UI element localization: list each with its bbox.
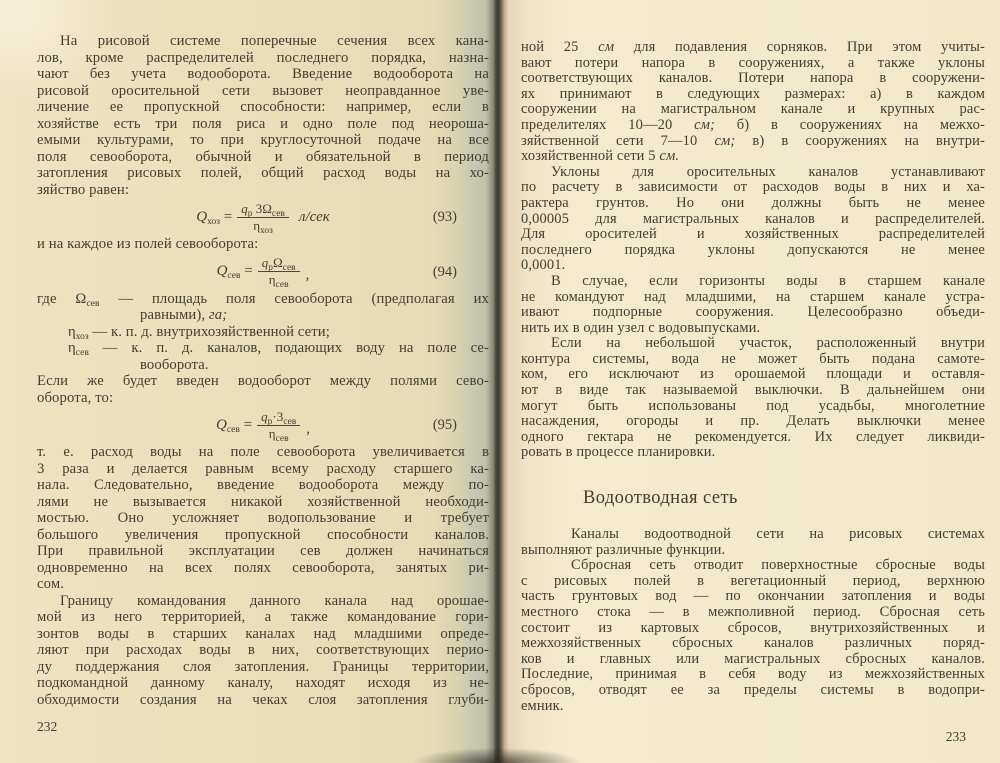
text-line: ков и главных или магистральных сбросных каналов. (521, 650, 985, 667)
text-line: равными), га; (140, 307, 228, 323)
paragraph (521, 165, 985, 274)
text-line: зонтов воды в старших каналах над младшими опреде- (37, 625, 489, 642)
text-line: $\eta_{сев}$ — к. п. д. каналов, подающих воду на поле се- (68, 340, 489, 358)
numerator: $q_р\cdot 3_{сев}$ (257, 410, 300, 426)
text-line: емник. (521, 697, 564, 714)
equation-lhs: $Q_{сев}$ = (216, 263, 253, 282)
left-page (37, 33, 489, 708)
text-line: емыми культурами, то при круглосуточной подаче на все (37, 132, 489, 148)
text-line: пределителях 10—20 см; б) в сооружениях на межхо- (521, 116, 985, 133)
right-page (521, 40, 985, 714)
equation-94 (37, 255, 489, 289)
text-line: Если же будет введен водооборот между полями сево- (37, 373, 489, 389)
paragraph (521, 274, 985, 336)
text-line: зяйственной сети 7—10 см; в) в сооружениях на внутри- (521, 132, 985, 149)
text-line: соответствующих каналов. Потери напора в сооружени- (521, 70, 985, 87)
paragraph (37, 444, 489, 593)
text-line: На рисовой системе поперечные сечения всех кана- (60, 33, 489, 49)
text-line: лями не вызывается никакой хозяйственной необходи- (37, 493, 489, 510)
text-line: ивают подпорные сооружения. Целесообразно объеди- (521, 304, 985, 321)
text-line: лов, кроме распределителей последнего порядка, назна- (37, 49, 489, 66)
text-line: рактера грунтов. Но они должны быть не менее (521, 194, 985, 211)
text-line: не командуют над младшими, на старшем канале устра- (521, 288, 985, 305)
text-line: состоит из картовых сбросов, внутрихозяйственных и (521, 619, 985, 636)
denominator: $\eta_{сев}$ (268, 272, 289, 290)
text-line: чают без учета водооборота. Введение водооборота на (37, 66, 489, 82)
equation-units: л/сек (298, 208, 330, 225)
text-line: ровать в процессе планировки. (521, 444, 716, 461)
text-line: сбросов, отводят ее за пределы системы в водопри- (521, 681, 985, 698)
text-line: Последние, принимая в себя воду из межхозяйственных (521, 666, 985, 683)
text-line: Границу командования данного канала над орошае- (60, 592, 489, 609)
paragraph (37, 236, 489, 253)
text-line: нить их в один узел с водовыпусками. (521, 319, 761, 336)
page-gutter (495, 0, 499, 763)
text-line: $\eta_{хоз}$ — к. п. д. внутрихозяйственной сети; (68, 323, 330, 342)
text-line: обходимости создания на чеках слоя затопления глуби- (37, 691, 489, 708)
text-line: хозяйственной сети 5 см. (521, 148, 680, 165)
text-line: рисовой оросительной сети вызовет неоправданное уве- (37, 82, 489, 99)
variable-definitions (37, 291, 489, 374)
paragraph (521, 558, 985, 714)
text-line: ях принимают в следующих размерах: а) в каждом (521, 85, 985, 102)
text-line: одного гектара не рекомендуется. Их следует ликвиди- (521, 428, 985, 445)
text-line: 3 раза и делается равным всему расходу старшего ка- (37, 460, 489, 477)
text-line: большого увеличения пропускной способности каналов. (37, 526, 489, 543)
paragraph (521, 40, 985, 165)
page-number: 233 (945, 729, 966, 744)
text-line: ком, его исключают из орошаемой площади и оставля- (521, 366, 985, 383)
text-line: нала. Следовательно, введение водооборота между по- (37, 477, 489, 493)
text-line: одновременно на всех полях севооборота, занятых ри- (37, 559, 489, 576)
page-number: 232 (37, 719, 58, 734)
text-line: затопления рисовых полей, общий расход воды на хо- (37, 165, 489, 181)
paragraph (521, 527, 985, 558)
equation-lhs: $Q_{хоз}$ = (196, 208, 233, 227)
text-line: подкомандной данному каналу, находят исходя из не- (37, 675, 489, 691)
text-line: по расчету в зависимости от расходов воды в них и ха- (521, 179, 985, 196)
paragraph (37, 593, 489, 709)
denominator: $\eta_{хоз}$ (253, 217, 273, 236)
equation-number: (95) (432, 416, 457, 433)
text-line: Уклоны для оросительных каналов устанавливают (551, 163, 985, 180)
text-line: контура системы, вода не может быть подана самоте- (521, 350, 985, 367)
fraction (257, 408, 300, 444)
text-line: с рисовых полей в вегетационный период, верхнюю (521, 572, 985, 589)
text-line: 0,0001. (521, 257, 566, 274)
paragraph (37, 33, 489, 198)
text-line: местного стока — в межполивной период. Сбросная сеть (521, 604, 985, 620)
text-line: Сбросная сеть отводит поверхностные сбросные воды (571, 557, 985, 574)
text-line: насаждения, огороды и пр. Делать выключки менее (521, 413, 985, 430)
numerator: $q_р\Omega_{сев}$ (258, 256, 300, 272)
text-line: ной 25 см для подавления сорняков. При этом учиты- (521, 39, 985, 55)
equation-number: (94) (432, 263, 457, 280)
text-line: выполняют различные функции. (521, 541, 726, 558)
text-line: вают потери напора в сооружениях, а также уклоны (521, 54, 985, 71)
text-line: Каналы водоотводной сети на рисовых системах (571, 526, 985, 543)
text-line: сооружении на магистральном канале и крупных рас- (521, 101, 985, 118)
equation-punctuation: , (305, 267, 310, 283)
fraction (258, 255, 300, 290)
text-line: 0,00005 для магистральных каналов и распределителей. (521, 210, 985, 227)
text-line: личение ее пропускной способности: например, если в (37, 99, 489, 115)
text-line: мой из него территорией, а также командование гори- (37, 609, 489, 625)
text-line: ду поддержания слоя затопления. Границы территории, (37, 658, 489, 675)
text-line: поля севооборота, обычной и обязательной в период (37, 148, 489, 165)
equation-93 (37, 200, 489, 234)
equation-punctuation: , (306, 420, 310, 437)
numerator: $q_р$ $3\Omega_{сев}$ (237, 202, 289, 218)
text-line: вооборота. (140, 356, 209, 373)
paragraph (521, 336, 985, 461)
text-line: Для оросителей и хозяйственных распределителей (521, 226, 985, 243)
text-line: зяйство равен: (37, 181, 130, 198)
text-line: ют в виде так называемой выключки. В дальнейшем они (521, 382, 985, 399)
text-line: ляют при расходах воды в них, соответствующих перио- (37, 642, 489, 658)
text-line: мостью. Оно усложняет водопользование и требует (37, 510, 489, 526)
text-line: последнего порядка уклоны допускаются не менее (521, 241, 985, 258)
equation-lhs: $Q_{сев}$ = (216, 416, 253, 435)
text-line: межхозяйственных сбросных каналов различных поряд- (521, 635, 985, 652)
text-line: часть грунтовых вод — по окончании затопления и воды (521, 588, 985, 605)
text-line: В случае, если горизонты воды в старшем канале (551, 272, 985, 289)
text-line: При правильной эксплуатации сев должен начинаться (37, 543, 489, 559)
section-heading: Водоотводная сеть (583, 488, 738, 509)
equation-95 (37, 408, 489, 442)
text-line: где $\Omega_{сев}$ — площадь поля севооборота (предполагая их (37, 290, 489, 309)
text-line: оборота, то: (37, 389, 114, 406)
text-line: сом. (37, 576, 65, 592)
text-line: Если на небольшой участок, расположенный внутри (551, 335, 985, 352)
equation-number: (93) (432, 208, 457, 225)
denominator: $\eta_{сев}$ (268, 425, 289, 444)
text-line: хозяйстве есть три поля риса и одно поле под неороша- (37, 115, 489, 132)
text-line: могут быть использованы под усадьбы, многолетние (521, 397, 985, 414)
paragraph (37, 373, 489, 406)
text-line: и на каждое из полей севооборота: (37, 236, 259, 252)
text-line: т. е. расход воды на поле севооборота увеличивается в (37, 444, 489, 460)
fraction (237, 200, 289, 236)
